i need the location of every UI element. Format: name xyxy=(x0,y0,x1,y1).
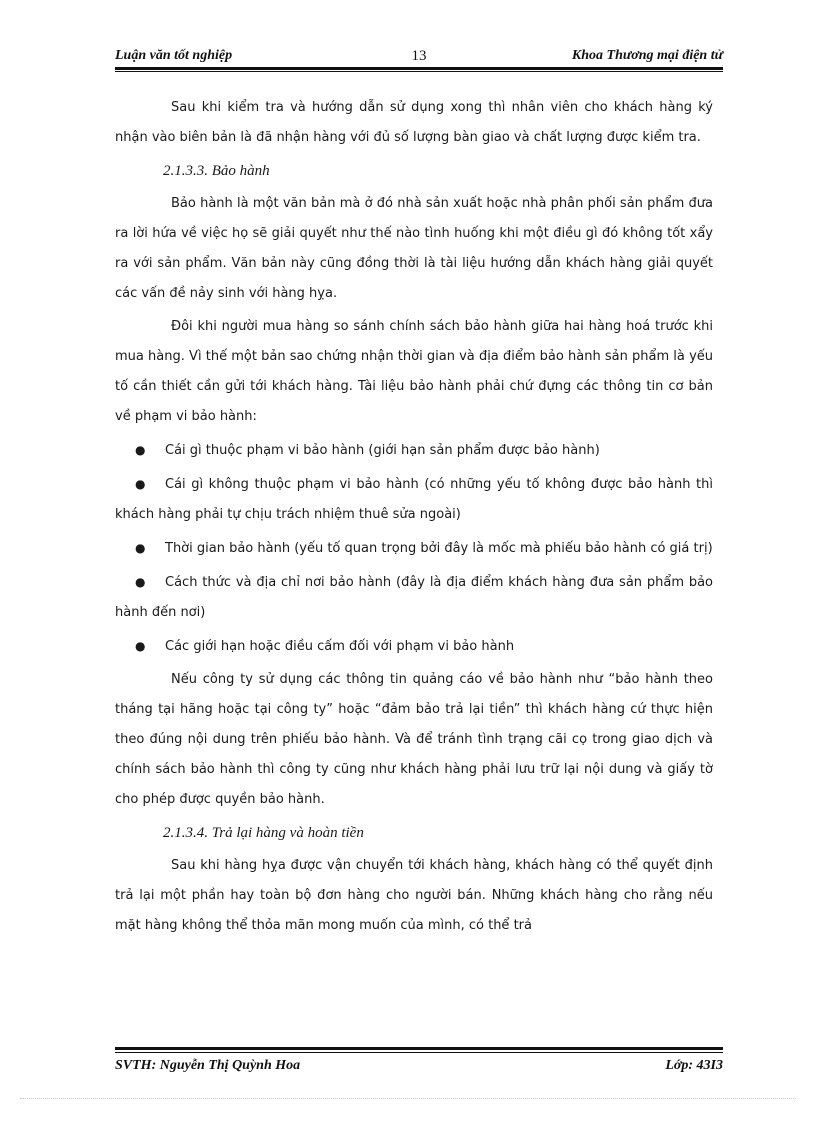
bullet-icon: ● xyxy=(135,575,146,589)
footer-rule-thin xyxy=(115,1052,723,1053)
bullet-item xyxy=(115,631,713,662)
header-left: Luận văn tốt nghiệp xyxy=(115,48,233,63)
header-rule-thin xyxy=(115,71,723,72)
paragraph: Sau khi hàng hỵa được vận chuyển tới khách hàng, khách hàng có thể quyết định trả lại một phần hay toàn bộ đơn hàng cho người bán. Những khách hàng cho rằng nếu mặt hàng không thể thỏa mãn mong muốn của mình, có thể trả xyxy=(115,858,713,933)
bullet-text: Cách thức và địa chỉ nơi bảo hành (đây là địa điểm khách hàng đưa sản phẩm bảo hành đến nơi) xyxy=(115,575,713,620)
bullet-item xyxy=(115,435,713,466)
bullet-item xyxy=(115,469,713,530)
paragraph: Sau khi kiểm tra và hướng dẫn sử dụng xong thì nhân viên cho khách hàng ký nhận vào biên bản là đã nhận hàng với đủ số lượng bàn giao và chất lượng được kiểm tra. xyxy=(115,100,713,145)
paragraph: Đôi khi người mua hàng so sánh chính sách bảo hành giữa hai hàng hoá trước khi mua hàng. Vì thế một bản sao chứng nhận thời gian và địa điểm bảo hành sản phẩm là yếu tố cần thiết cần gửi tới khách hàng. Tài liệu bảo hành phải chứ đựng các thông tin cơ bản về phạm vi bảo hành: xyxy=(115,319,713,424)
bullet-text: Các giới hạn hoặc điều cấm đối với phạm vi bảo hành xyxy=(165,639,515,654)
bullet-item xyxy=(115,533,713,564)
bullet-text: Cái gì thuộc phạm vi bảo hành (giới hạn sản phẩm được bảo hành) xyxy=(165,443,600,458)
footer-rule-thick xyxy=(115,1047,723,1050)
header-rule-thick xyxy=(115,67,723,70)
page-header xyxy=(115,48,723,68)
bullet-text: Thời gian bảo hành (yếu tố quan trọng bởi đây là mốc mà phiếu bảo hành có giá trị) xyxy=(165,541,713,556)
bullet-icon: ● xyxy=(135,443,146,457)
paragraph: Bảo hành là một văn bản mà ở đó nhà sản xuất hoặc nhà phân phối sản phẩm đưa ra lời hứa về việc họ sẽ giải quyết như thế nào tình huống khi một điều gì đó không tốt xẩy ra với sản phẩm. Văn bản này cũng đồng thời là tài liệu hướng dẫn khách hàng giải quyết các vấn đề nảy sinh với hàng hỵa. xyxy=(115,196,713,301)
section-heading: 2.1.3.3. Bảo hành xyxy=(163,163,270,179)
bullet-text: Cái gì không thuộc phạm vi bảo hành (có những yếu tố không được bảo hành thì khách hàng phải tự chịu trách nhiệm thuê sửa ngoài) xyxy=(115,477,713,522)
page-footer xyxy=(115,1058,723,1078)
bullet-item xyxy=(115,567,713,628)
page-body xyxy=(115,93,713,944)
footer-left: SVTH: Nguyễn Thị Quỳnh Hoa xyxy=(115,1058,301,1073)
header-right: Khoa Thương mại điện tử xyxy=(571,48,723,63)
footer-right: Lớp: 43I3 xyxy=(665,1058,723,1073)
paragraph: Nếu công ty sử dụng các thông tin quảng cáo về bảo hành như “bảo hành theo tháng tại hãng hoặc tại công ty” hoặc “đảm bảo trả lại tiền” thì khách hàng cứ thực hiện theo đúng nội dung trên phiếu bảo hành. Và để tránh tình trạng cãi cọ trong giao dịch và chính sách bảo hành thì công ty cũng như khách hàng phải lưu trữ lại nội dung và giấy tờ cho phép được quyền bảo hành. xyxy=(115,672,713,807)
bullet-icon: ● xyxy=(135,541,146,555)
bullet-icon: ● xyxy=(135,477,146,491)
section-heading: 2.1.3.4. Trả lại hàng và hoàn tiền xyxy=(163,825,364,841)
page-boundary-line xyxy=(20,1098,796,1099)
bullet-icon: ● xyxy=(135,639,146,653)
page-number: 13 xyxy=(411,48,427,64)
